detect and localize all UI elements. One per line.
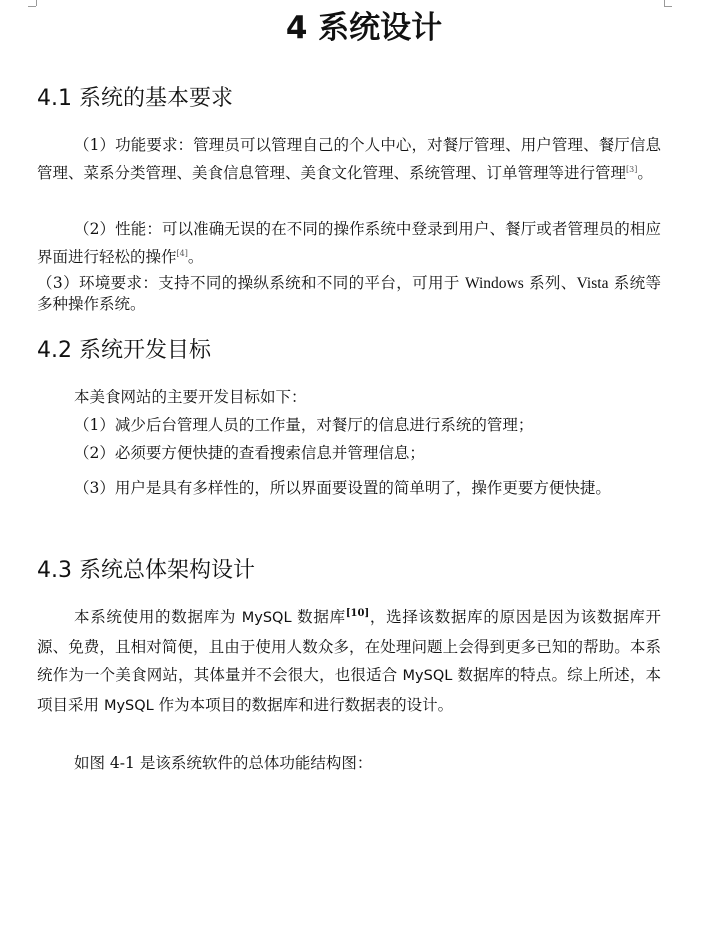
paragraph-performance xyxy=(37,216,661,271)
paragraph-end: 。 xyxy=(187,247,204,266)
paragraph-text: 系列、 xyxy=(523,274,577,292)
paragraph-text: （1）功能要求：管理员可以管理自己的个人中心，对餐厅管理、用户管理、餐厅信息管理、菜系分类管理、美食信息管理、美食文化管理、系统管理、订单管理等进行管理 xyxy=(37,136,661,182)
paragraph-goal-1: （1）减少后台管理人员的工作量，对餐厅的信息进行系统的管理； xyxy=(74,416,534,434)
paragraph-text: ，选择该数据库的原因是因为该数据库开源、免费，且相对简便，且由于使用人数众多，在处理问题上会得到更多已知的帮助。本系统作为一个美食网站，其体量并不会很大，也很适合 xyxy=(37,608,661,684)
citation-marker: [3] xyxy=(626,164,638,174)
paragraph-figure-reference: 如图 4-1 是该系统软件的总体功能结构图： xyxy=(74,754,373,772)
windows-term: Windows xyxy=(464,275,524,292)
paragraph-text: 本系统使用的数据库为 xyxy=(74,608,242,626)
section-title-4-3: 4.3 系统总体架构设计 xyxy=(37,558,255,583)
chapter-title: 4 系统设计 xyxy=(285,10,443,46)
vista-term: Vista xyxy=(576,275,609,292)
paragraph-environment xyxy=(37,273,661,315)
section-title-4-1: 4.1 系统的基本要求 xyxy=(37,86,233,111)
paragraph-goals-intro: 本美食网站的主要开发目标如下： xyxy=(74,388,307,406)
paragraph-text: 系统等多种操作系统。 xyxy=(37,274,661,313)
paragraph-goal-2: （2）必须要方便快捷的查看搜索信息并管理信息； xyxy=(74,444,425,462)
mysql-term: MySQL xyxy=(103,697,154,714)
paragraph-function-requirement xyxy=(37,132,661,187)
paragraph-text: （2）性能：可以准确无误的在不同的操作系统中登录到用户、餐厅或者管理员的相应界面进行轻松的操作 xyxy=(37,220,661,266)
paragraph-goal-3: （3）用户是具有多样性的，所以界面要设置的简单明了，操作更要方便快捷。 xyxy=(74,479,611,497)
paragraph-text: 数据库的特点。综上所述，本项目采用 xyxy=(37,666,661,714)
paragraph-text: 作为本项目的数据库和进行数据表的设计。 xyxy=(153,695,454,714)
paragraph-database-choice xyxy=(37,603,661,720)
paragraph-text: 数据库 xyxy=(291,608,346,626)
paragraph-text: （3）环境要求：支持不同的操纵系统和不同的平台，可用于 xyxy=(37,274,465,292)
citation-marker: [4] xyxy=(176,248,188,258)
citation-marker: [10] xyxy=(345,607,370,619)
mysql-term: MySQL xyxy=(402,668,453,684)
mysql-term: MySQL xyxy=(241,610,292,626)
section-title-4-2: 4.2 系统开发目标 xyxy=(37,338,211,363)
paragraph-end: 。 xyxy=(637,163,653,182)
